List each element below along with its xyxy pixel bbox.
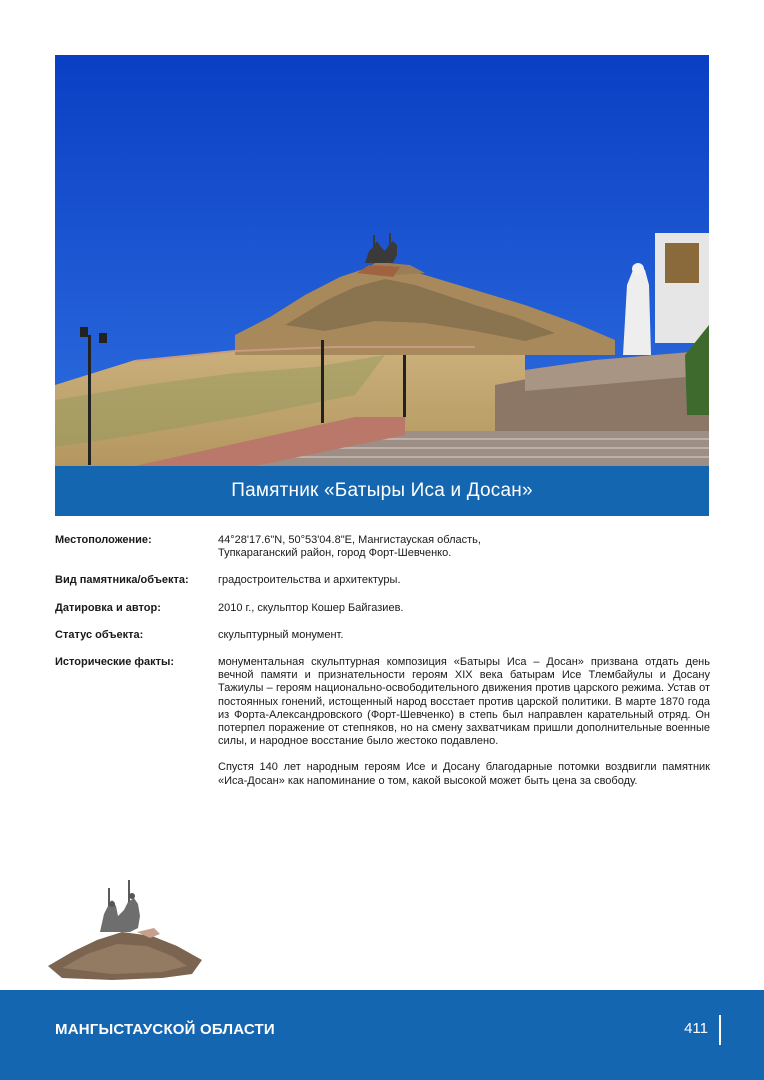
field-label: Местоположение: xyxy=(55,534,152,546)
field-row-history xyxy=(55,656,709,788)
field-row-status xyxy=(55,629,709,642)
field-row-location xyxy=(55,534,709,560)
history-paragraph: Спустя 140 лет народным героям Исе и Досану благодарные потомки воздвигли памятник «Иса-Досан» как напоминание о том, какой высокой может быть цена за свободу. xyxy=(218,761,710,787)
history-paragraph: монументальная скульптурная композиция «Батыры Иса – Досан» призвана отдать день вечной памяти и признательности героям XIX века батырам Исе Тлембайулы и Досану Тажиулы – героям национально-освободительного движения против царского режима. Устав от постоянных гонений, истощенный народ восстает против царской политики. В марте 1870 года из Форта-Александровского (Форт-Шевченко) в степь был направлен карательный отряд. Он потерпел поражение от степняков, но на смену захватчикам пришли дополнительные военные силы, и народное восстание было жестоко подавлено. xyxy=(218,656,710,748)
page-number: 411 xyxy=(684,1020,708,1037)
field-label: Датировка и автор: xyxy=(55,601,161,614)
field-value: 2010 г., скульптор Кошер Байгазиев. xyxy=(218,601,404,614)
field-value-line: Тупкараганский район, город Форт-Шевченко. xyxy=(218,547,452,560)
page-footer xyxy=(0,990,764,1080)
field-value: скульптурный монумент. xyxy=(218,628,344,641)
footer-region-title: МАНГЫСТАУСКОЙ ОБЛАСТИ xyxy=(55,1021,275,1038)
monument-sculpture-image xyxy=(42,866,207,986)
field-label: Статус объекта: xyxy=(55,628,144,641)
info-table xyxy=(55,534,709,802)
field-value: градостроительства и архитектуры. xyxy=(218,574,401,587)
monument-title: Памятник «Батыры Иса и Досан» xyxy=(55,466,709,516)
monument-photo xyxy=(55,55,709,466)
history-text xyxy=(218,656,710,788)
field-label: Вид памятника/объекта: xyxy=(55,574,189,587)
field-row-dating xyxy=(55,602,709,615)
field-value-line: 44°28'17.6"N, 50°53'04.8"E, Мангистауская область, xyxy=(218,534,481,546)
field-value xyxy=(218,534,710,560)
field-row-type xyxy=(55,574,709,587)
field-label: Исторические факты: xyxy=(55,656,175,669)
page-number-divider xyxy=(719,1015,721,1045)
